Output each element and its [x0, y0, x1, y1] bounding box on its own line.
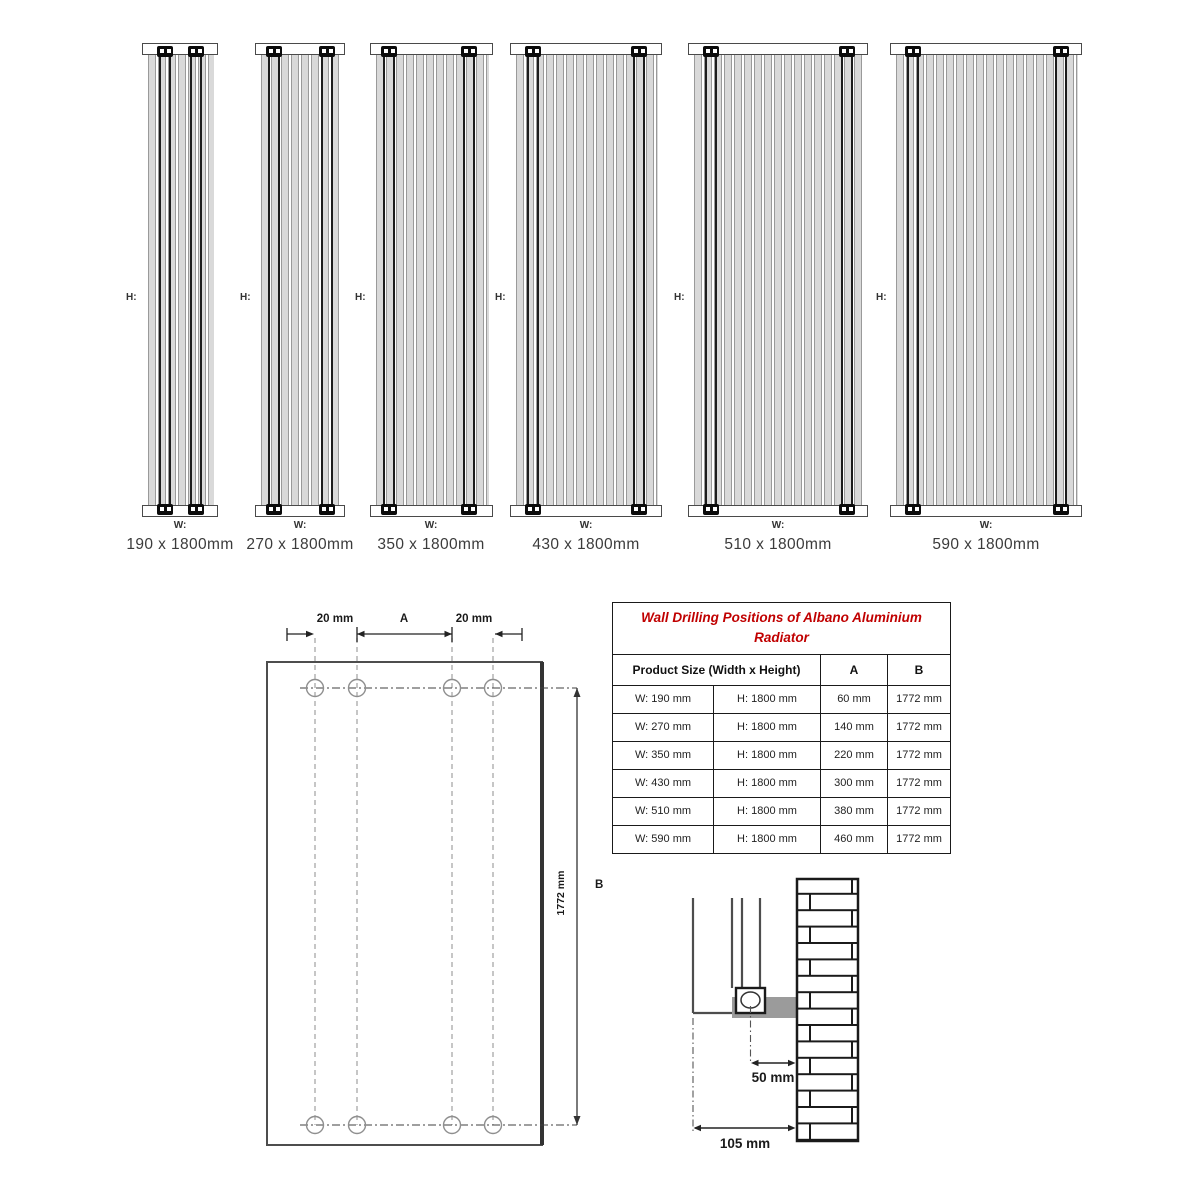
top-dimension-lines: [287, 627, 522, 642]
table-row: [613, 825, 951, 853]
radiator-outline: [267, 662, 542, 1145]
cell-width: W: 430 mm: [613, 769, 714, 797]
wall-bracket-clip: [839, 504, 855, 515]
col-header-b: B: [888, 654, 951, 685]
wall-bracket-clip: [188, 504, 204, 515]
wall-bracket-clip: [525, 46, 541, 57]
wall-bracket-clip: [319, 504, 335, 515]
hole-axis-lines: [315, 638, 493, 1125]
table-row: [613, 713, 951, 741]
wall-bracket-clip: [1053, 504, 1069, 515]
width-label: W:: [579, 520, 593, 531]
bracket-rail: [463, 55, 475, 505]
wall-bracket-clip: [631, 46, 647, 57]
cell-height: H: 1800 mm: [714, 797, 821, 825]
width-label: W:: [424, 520, 438, 531]
wall-bracket-clip: [266, 46, 282, 57]
cell-b: 1772 mm: [888, 797, 951, 825]
bracket-rail: [321, 55, 333, 505]
cell-width: W: 590 mm: [613, 825, 714, 853]
radiator-diagram-510x1800: [688, 43, 868, 517]
wall-bracket-clip: [461, 504, 477, 515]
dim-50mm: 50 mm: [751, 1070, 795, 1085]
dim-1772mm: 1772 mm: [555, 870, 567, 916]
radiator-diagram-430x1800: [510, 43, 662, 517]
height-label: H:: [126, 292, 137, 303]
wall-bracket-clip: [157, 504, 173, 515]
size-caption: 350 x 1800mm: [377, 536, 485, 553]
bracket-rail: [383, 55, 395, 505]
dim-b-label: B: [595, 879, 604, 891]
wall-bracket-clip: [188, 46, 204, 57]
table-row: [613, 741, 951, 769]
col-header-a: A: [821, 654, 888, 685]
width-label: W:: [173, 520, 187, 531]
dim-a: A: [399, 613, 409, 625]
wall-bracket-clip: [905, 46, 921, 57]
dim-20mm-left: 20 mm: [316, 613, 354, 625]
wall-bracket-clip: [381, 46, 397, 57]
cell-a: 460 mm: [821, 825, 888, 853]
width-label: W:: [771, 520, 785, 531]
cell-b: 1772 mm: [888, 713, 951, 741]
cell-a: 140 mm: [821, 713, 888, 741]
table-row: [613, 769, 951, 797]
radiator-tubes: [692, 54, 864, 506]
wall-bracket-clip: [157, 46, 173, 57]
wall-bracket-clip: [703, 46, 719, 57]
bracket-rail: [190, 55, 202, 505]
radiator-bottom-header: [142, 505, 218, 517]
bracket-rail: [907, 55, 919, 505]
height-label: H:: [495, 292, 506, 303]
bracket-rail: [633, 55, 645, 505]
radiator-tubes: [146, 54, 214, 506]
cell-b: 1772 mm: [888, 741, 951, 769]
drilling-positions-table: [612, 602, 951, 854]
brick-wall: [797, 879, 858, 1141]
radiator-tubes: [894, 54, 1078, 506]
cell-width: W: 510 mm: [613, 797, 714, 825]
bracket-rail: [1055, 55, 1067, 505]
dim-105mm: 105 mm: [719, 1136, 771, 1151]
bracket-rail: [705, 55, 717, 505]
wall-bracket-clip: [266, 504, 282, 515]
wall-bracket-clip: [1053, 46, 1069, 57]
radiator-top-header: [142, 43, 218, 55]
cell-a: 220 mm: [821, 741, 888, 769]
hole-centre-lines: [300, 688, 577, 1125]
wall-bracket-clip: [905, 504, 921, 515]
cell-a: 60 mm: [821, 685, 888, 713]
wall-bracket-clip: [461, 46, 477, 57]
size-caption: 590 x 1800mm: [932, 536, 1040, 553]
size-caption: 270 x 1800mm: [246, 536, 354, 553]
width-label: W:: [979, 520, 993, 531]
col-header-product-size: Product Size (Width x Height): [613, 654, 821, 685]
cell-a: 380 mm: [821, 797, 888, 825]
radiator-diagram-590x1800: [890, 43, 1082, 517]
height-label: H:: [355, 292, 366, 303]
table-row: [613, 685, 951, 713]
bracket-rail: [159, 55, 171, 505]
radiator-diagram-270x1800: [255, 43, 345, 517]
width-label: W:: [293, 520, 307, 531]
cell-width: W: 270 mm: [613, 713, 714, 741]
wall-bracket-clip: [839, 46, 855, 57]
bracket-fixing-hole: [741, 992, 760, 1008]
wall-bracket-clip: [319, 46, 335, 57]
mounting-side-view: [650, 860, 940, 1160]
height-label: H:: [240, 292, 251, 303]
bracket-rail: [268, 55, 280, 505]
radiator-diagram-190x1800: [142, 43, 218, 517]
cell-height: H: 1800 mm: [714, 769, 821, 797]
wall-bracket-clip: [381, 504, 397, 515]
bracket-rail: [527, 55, 539, 505]
size-caption: 430 x 1800mm: [532, 536, 640, 553]
cell-width: W: 190 mm: [613, 685, 714, 713]
cell-width: W: 350 mm: [613, 741, 714, 769]
height-label: H:: [674, 292, 685, 303]
cell-height: H: 1800 mm: [714, 741, 821, 769]
cell-height: H: 1800 mm: [714, 685, 821, 713]
table-row: [613, 797, 951, 825]
radiator-diagram-350x1800: [370, 43, 493, 517]
cell-b: 1772 mm: [888, 685, 951, 713]
cell-b: 1772 mm: [888, 769, 951, 797]
centre-lines: [693, 1006, 751, 1132]
drilling-position-diagram: [250, 598, 620, 1158]
height-label: H:: [876, 292, 887, 303]
table-title: Wall Drilling Positions of Albano Aluminium Radiator: [613, 603, 951, 655]
size-caption: 190 x 1800mm: [126, 536, 234, 553]
cell-a: 300 mm: [821, 769, 888, 797]
cell-height: H: 1800 mm: [714, 713, 821, 741]
wall-bracket-clip: [703, 504, 719, 515]
drill-holes: [307, 680, 502, 1134]
bracket-rail: [841, 55, 853, 505]
dim-20mm-right: 20 mm: [455, 613, 493, 625]
cell-b: 1772 mm: [888, 825, 951, 853]
wall-bracket-clip: [525, 504, 541, 515]
cell-height: H: 1800 mm: [714, 825, 821, 853]
wall-bracket-clip: [631, 504, 647, 515]
size-caption: 510 x 1800mm: [724, 536, 832, 553]
